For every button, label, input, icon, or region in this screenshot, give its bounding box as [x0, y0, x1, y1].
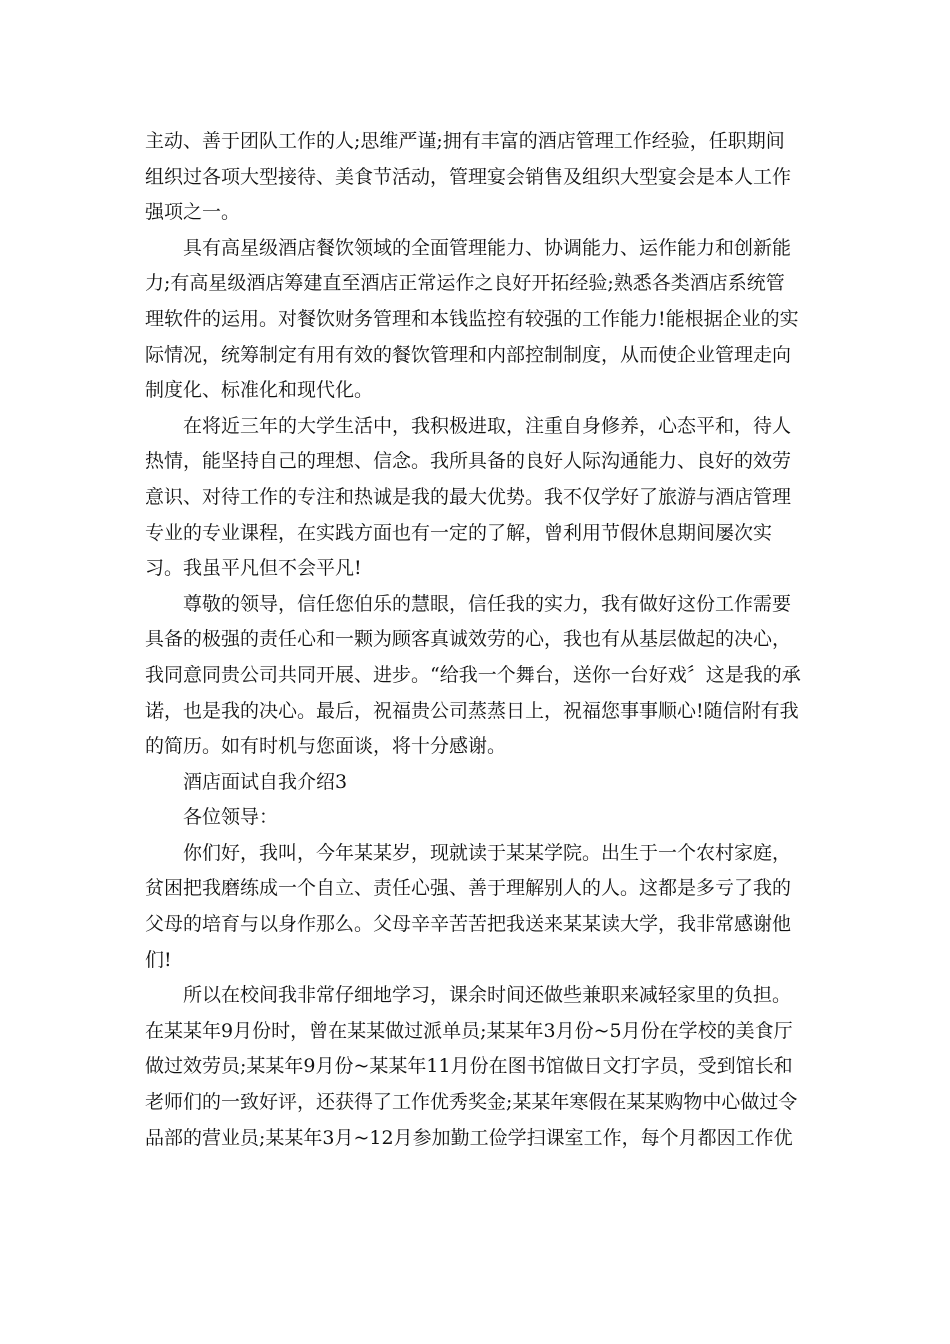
text-line: 诺，也是我的决心。最后，祝福贵公司蒸蒸日上，祝福您事事顺心!随信附有我 [145, 699, 799, 722]
text-line: 老师们的一致好评，还获得了工作优秀奖金;某某年寒假在某某购物中心做过令 [145, 1091, 798, 1114]
text-line: 际情况，统筹制定有用有效的餐饮管理和内部控制制度，从而使企业管理走向 [145, 343, 792, 366]
text-line: 各位领导： [183, 806, 279, 829]
text-line: 所以在校间我非常仔细地学习，课余时间还做些兼职来减轻家里的负担。 [183, 984, 792, 1007]
text-line: 习。我虽平凡但不会平凡! [145, 557, 362, 580]
text-line: 父母的培育与以身作那么。父母辛辛苦苦把我送来某某读大学，我非常感谢他 [145, 913, 792, 936]
text-line: 酒店面试自我介绍3 [183, 770, 348, 793]
text-line: 贫困把我磨练成一个自立、责任心强、善于理解别人的人。这都是多亏了我的 [145, 877, 792, 900]
text-line: 你们好，我叫，今年某某岁，现就读于某某学院。出生于一个农村家庭， [183, 841, 792, 864]
text-line: 热情，能坚持自己的理想、信念。我所具备的良好人际沟通能力、良好的效劳 [145, 450, 792, 473]
text-line: 专业的专业课程，在实践方面也有一定的了解，曾利用节假休息期间屡次实 [145, 521, 773, 544]
text-line: 我同意同贵公司共同开展、进步。“给我一个舞台，送你一台好戏〞这是我的承 [145, 663, 801, 686]
text-line: 组织过各项大型接待、美食节活动，管理宴会销售及组织大型宴会是本人工作 [145, 165, 792, 188]
text-line: 主动、善于团队工作的人;思维严谨;拥有丰富的酒店管理工作经验，任职期间 [145, 130, 785, 152]
text-line: 理软件的运用。对餐饮财务管理和本钱监控有较强的工作能力!能根据企业的实 [145, 307, 799, 330]
text-line: 在某某年9月份时，曾在某某做过派单员;某某年3月份~5月份在学校的美食厅 [145, 1019, 793, 1042]
text-line: 尊敬的领导，信任您伯乐的慧眼，信任我的实力，我有做好这份工作需要 [183, 592, 792, 615]
text-line: 制度化、标准化和现代化。 [145, 379, 374, 402]
text-line: 们! [145, 948, 172, 971]
text-line: 在将近三年的大学生活中，我积极进取，注重自身修养，心态平和，待人 [183, 414, 792, 437]
text-line: 具备的极强的责任心和一颗为顾客真诚效劳的心，我也有从基层做起的决心， [145, 628, 792, 651]
text-line: 强项之一。 [145, 201, 241, 224]
text-line: 品部的营业员;某某年3月~12月参加勤工俭学扫课室工作，每个月都因工作优 [145, 1126, 793, 1149]
text-line: 具有高星级酒店餐饮领域的全面管理能力、协调能力、运作能力和创新能 [183, 236, 792, 259]
text-line: 做过效劳员;某某年9月份~某某年11月份在图书馆做日文打字员，受到馆长和 [145, 1055, 793, 1078]
text-line: 力;有高星级酒店筹建直至酒店正常运作之良好开拓经验;熟悉各类酒店系统管 [145, 272, 785, 295]
text-line: 意识、对待工作的专注和热诚是我的最大优势。我不仅学好了旅游与酒店管理 [145, 485, 792, 508]
document-body [145, 124, 807, 1156]
text-line: 的简历。如有时机与您面谈，将十分感谢。 [145, 735, 507, 758]
